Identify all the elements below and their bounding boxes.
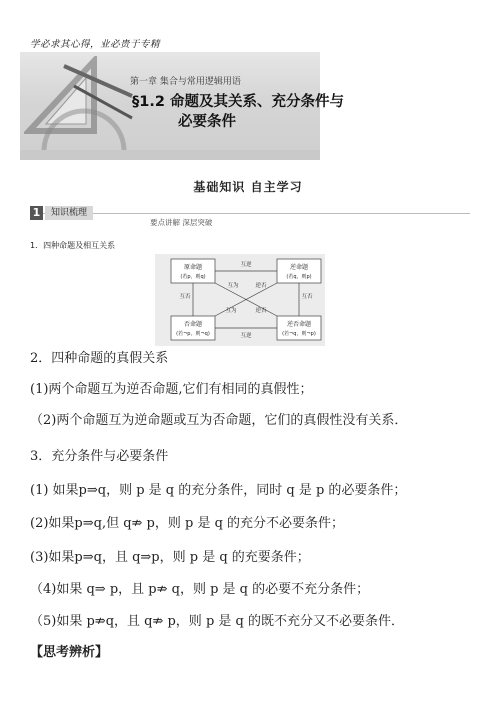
box-converse-name: 逆命题: [289, 264, 309, 271]
sec2-p1: (1)两个命题互为逆否命题,它们有相同的真假性；: [30, 382, 313, 397]
box-original-name: 原命题: [183, 264, 203, 271]
box-contrapositive-name: 逆否命题: [286, 321, 312, 328]
banner-band: [20, 150, 320, 160]
item-four-propositions: 1．四种命题及相互关系: [30, 241, 116, 250]
label-left-1: 互否: [179, 294, 191, 300]
sec3-item-3: (3)如果p⇒q，且 q⇒p，则 p 是 q 的充要条件；: [30, 550, 310, 565]
box-inverse-name: 否命题: [183, 321, 203, 328]
box-original-cond: (若p，则q): [180, 274, 206, 280]
box-converse-cond: (若q，则p): [286, 274, 312, 280]
label-diag2: 逆否: [255, 283, 267, 289]
sec2-p2: （2)两个命题互为逆命题或互为否命题，它们的真假性没有关系．: [30, 413, 408, 428]
sec3-item-1: (1) 如果p⇒q，则 p 是 q 的充分条件，同时 q 是 p 的必要条件；: [30, 483, 407, 498]
section-title: §1.2 命题及其关系、充分条件与: [132, 94, 344, 110]
ruler-compass-illustration: [24, 56, 134, 156]
think-heading: 【思考辨析】: [30, 645, 109, 660]
sec3-item-4: （4)如果 q⇒ p，且 p⇏ q，则 p 是 q 的必要不充分条件；: [30, 582, 370, 597]
box-inverse-cond: (若¬p，则¬q): [176, 331, 210, 337]
label-bottom: 互逆: [240, 333, 252, 339]
label-diag1: 互为: [227, 283, 239, 289]
part-number: 1: [30, 206, 43, 220]
sec3-item-2: (2)如果p⇒q,但 q⇏ p，则 p 是 q 的充分不必要条件；: [30, 516, 345, 531]
part-title: 知识梳理: [45, 206, 93, 220]
motto: 学必求其心得，业必贵于专精: [30, 39, 161, 50]
sec3-item-5: （5)如果 p⇏q，且 q⇏ p，则 p 是 q 的既不充分又不必要条件．: [30, 614, 404, 629]
label-diag4: 逆否: [255, 308, 267, 314]
label-left: [179, 292, 191, 300]
section-title-line2: 必要条件: [178, 114, 236, 130]
box-contrapositive-cond: (若¬q，则¬p): [282, 331, 316, 337]
part-divider: [30, 213, 470, 214]
sec2-title: 2．四种命题的真假关系: [30, 351, 169, 366]
label-diag3: 互为: [225, 308, 237, 314]
sec3-title: 3．充分条件与必要条件: [30, 449, 169, 464]
label-right-1: 互否: [301, 294, 313, 300]
four-propositions-diagram: [155, 254, 325, 346]
chapter-label: 第一章 集合与常用逻辑用语: [130, 77, 241, 87]
basic-knowledge-heading: 基础知识 自主学习: [193, 180, 303, 194]
label-right: [301, 292, 313, 300]
label-top: 互逆: [240, 262, 252, 268]
part-subtitle: 要点讲解 深层突破: [150, 218, 213, 227]
